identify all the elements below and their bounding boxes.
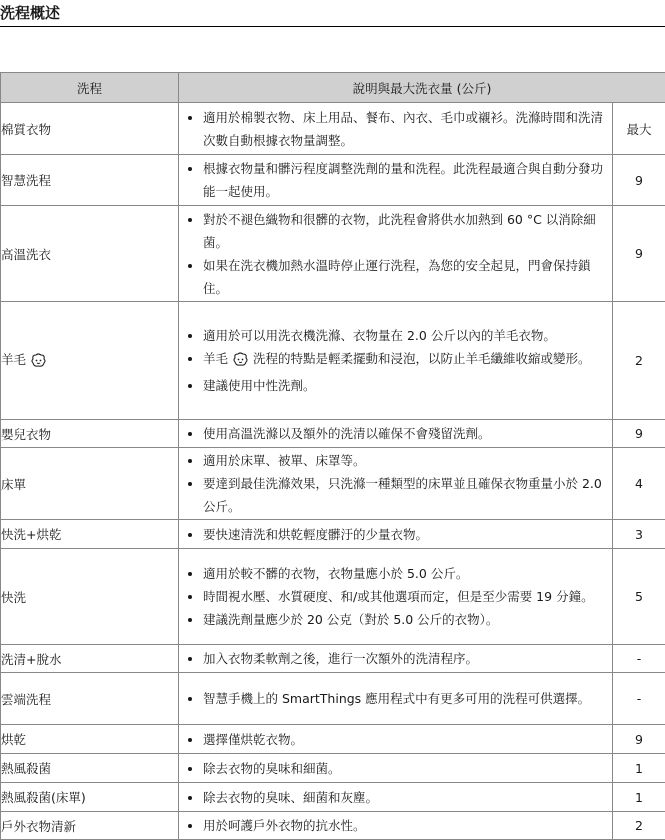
- description-bullet: • 適用於棉製衣物、床上用品、餐布、內衣、毛巾或襯衫。洗滌時間和洗清次數自動根據衣物量調整。: [203, 106, 612, 152]
- cycle-description: [179, 448, 613, 520]
- description-bullet: • 對於不褪色織物和很髒的衣物，此洗程會將供水加熱到 60 °C 以消除細菌。: [203, 208, 612, 254]
- max-load: 2: [613, 812, 665, 840]
- table-row: [1, 812, 665, 840]
- max-load: 9: [613, 155, 665, 206]
- description-bullet: • 如果在洗衣機加熱水溫時停止運行洗程，為您的安全起見，門會保持鎖住。: [203, 254, 612, 300]
- table-row: [1, 420, 665, 448]
- max-load: -: [613, 673, 665, 725]
- max-load: 1: [613, 783, 665, 812]
- cycle-description: [179, 549, 613, 645]
- cycle-name: 雲端洗程: [1, 673, 179, 725]
- wool-icon: [232, 351, 249, 374]
- max-load: 5: [613, 549, 665, 645]
- description-bullet: • 適用於床單、被單、床罩等。: [203, 449, 612, 472]
- max-load: 2: [613, 302, 665, 420]
- max-load: 4: [613, 448, 665, 520]
- description-bullet: • 智慧手機上的 SmartThings 應用程式中有更多可用的洗程可供選擇。: [203, 687, 612, 710]
- description-bullet: • 用於呵護戶外衣物的抗水性。: [203, 814, 612, 837]
- max-load: 1: [613, 754, 665, 783]
- table-row: [1, 103, 665, 155]
- description-bullet: • 要達到最佳洗滌效果，只洗滌一種類型的床單並且確保衣物重量小於 2.0 公斤。: [203, 472, 612, 518]
- cycle-name: 烘乾: [1, 725, 179, 754]
- wool-description: 洗程的特點是輕柔擺動和浸泡，以防止羊毛纖維收縮或變形。: [253, 351, 591, 366]
- wool-icon: [30, 353, 47, 371]
- max-load: 9: [613, 725, 665, 754]
- description-bullet: [203, 347, 612, 374]
- cycle-description: [179, 673, 613, 725]
- table-row: [1, 754, 665, 783]
- cycle-name: 熱風殺菌(床單): [1, 783, 179, 812]
- section-title: 洗程概述: [0, 0, 665, 27]
- cycle-description: [179, 812, 613, 840]
- cycle-name-text: 羊毛: [1, 352, 26, 367]
- description-bullet: • 建議使用中性洗劑。: [203, 374, 612, 397]
- max-load: 最大: [613, 103, 665, 155]
- description-bullet: • 適用於可以用洗衣機洗滌、衣物量在 2.0 公斤以內的羊毛衣物。: [203, 324, 612, 347]
- table-row: [1, 725, 665, 754]
- description-bullet: • 時間視水壓、水質硬度、和/或其他選項而定，但是至少需要 19 分鐘。: [203, 585, 612, 608]
- wool-label: 羊毛: [203, 351, 228, 366]
- cycle-name: 快洗: [1, 549, 179, 645]
- cycle-name: 智慧洗程: [1, 155, 179, 206]
- description-bullet: • 使用高溫洗滌以及額外的洗清以確保不會殘留洗劑。: [203, 422, 612, 445]
- description-bullet: • 除去衣物的臭味、細菌和灰塵。: [203, 786, 612, 809]
- max-load: 9: [613, 206, 665, 302]
- cycle-description: [179, 645, 613, 673]
- cycle-description: [179, 420, 613, 448]
- table-row: [1, 673, 665, 725]
- description-bullet: • 除去衣物的臭味和細菌。: [203, 757, 612, 780]
- cycle-description: [179, 754, 613, 783]
- cycle-name: 棉質衣物: [1, 103, 179, 155]
- cycle-description: [179, 103, 613, 155]
- cycle-name: 高溫洗衣: [1, 206, 179, 302]
- cycle-description: [179, 206, 613, 302]
- description-bullet: • 選擇僅烘乾衣物。: [203, 728, 612, 751]
- description-bullet: • 根據衣物量和髒污程度調整洗劑的量和洗程。此洗程最適合與自動分發功能一起使用。: [203, 157, 612, 203]
- table-header-row: [1, 73, 665, 103]
- wash-cycle-table: [0, 72, 665, 840]
- cycle-name: 戶外衣物清新: [1, 812, 179, 840]
- cycle-description: [179, 302, 613, 420]
- max-load: 3: [613, 520, 665, 549]
- cycle-description: [179, 725, 613, 754]
- cycle-name: 熱風殺菌: [1, 754, 179, 783]
- cycle-name: 快洗+烘乾: [1, 520, 179, 549]
- table-row: [1, 549, 665, 645]
- description-bullet: • 要快速清洗和烘乾輕度髒汙的少量衣物。: [203, 523, 612, 546]
- cycle-name: 洗清+脫水: [1, 645, 179, 673]
- max-load: -: [613, 645, 665, 673]
- table-row: [1, 520, 665, 549]
- table-row: [1, 155, 665, 206]
- table-row: [1, 448, 665, 520]
- table-row: [1, 645, 665, 673]
- header-description: 說明與最大洗衣量 (公斤): [179, 73, 665, 103]
- cycle-name: 嬰兒衣物: [1, 420, 179, 448]
- table-row: [1, 302, 665, 420]
- description-bullet: • 適用於較不髒的衣物，衣物量應小於 5.0 公斤。: [203, 562, 612, 585]
- description-bullet: • 建議洗劑量應少於 20 公克（對於 5.0 公斤的衣物）。: [203, 608, 612, 631]
- max-load: 9: [613, 420, 665, 448]
- cycle-description: [179, 520, 613, 549]
- table-row: [1, 783, 665, 812]
- table-row: [1, 206, 665, 302]
- cycle-name: [1, 302, 179, 420]
- header-cycle: 洗程: [1, 73, 179, 103]
- description-bullet: • 加入衣物柔軟劑之後，進行一次額外的洗清程序。: [203, 647, 612, 670]
- cycle-description: [179, 155, 613, 206]
- cycle-description: [179, 783, 613, 812]
- cycle-name: 床單: [1, 448, 179, 520]
